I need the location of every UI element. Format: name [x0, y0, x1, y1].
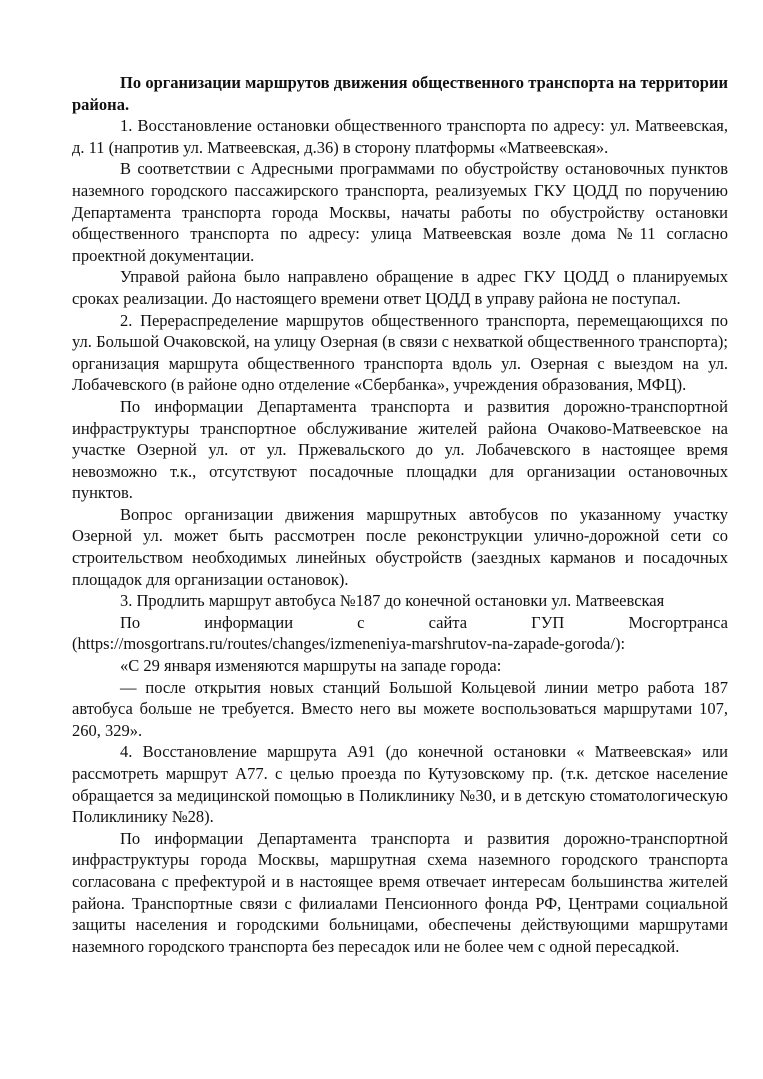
paragraph-item-1-status: Управой района было направлено обращение в адрес ГКУ ЦОДД о планируемых сроках реализации. До настоящего времени ответ ЦОДД в управу района не поступал.	[72, 267, 728, 308]
paragraph-item-2-response: По информации Департамента транспорта и развития дорожно-транспортной инфраструктуры транспортное обслуживание жителей района Очаково-Матвеевское на участке Озерной ул. от ул. Пржевальского до ул. Лобачевского в настоящее время невозможно т.к., отсутствуют посадочные площадки для организации остановочных пунктов.	[72, 396, 728, 503]
paragraph-item-1: 1. Восстановление остановки общественного транспорта по адресу: ул. Матвеевская, д. 11 (напротив ул. Матвеевская, д.36) в сторону платформы «Матвеевская».	[72, 116, 728, 157]
paragraph-item-3-quote-start: «С 29 января изменяются маршруты на западе города:	[120, 656, 502, 676]
section-heading: По организации маршрутов движения общественного транспорта на территории района.	[72, 73, 728, 114]
paragraph-item-3-source: По информации с сайта ГУП Мосгортранса (https://mosgortrans.ru/routes/changes/izmeneniya-marshrutov-na-zapade-goroda/):	[72, 612, 728, 654]
paragraph-item-3: 3. Продлить маршрут автобуса №187 до конечной остановки ул. Матвеевская	[120, 591, 665, 611]
document-page	[72, 72, 728, 957]
paragraph-item-2: 2. Перераспределение маршрутов общественного транспорта, перемещающихся по ул. Большой Очаковской, на улицу Озерная (в связи с нехваткой общественного транспорта); организация маршрута общественного транспорта вдоль ул. Озерная с выездом на ул. Лобачевского (в районе одно отделение «Сбербанка», учреждения образования, МФЦ).	[72, 310, 728, 395]
paragraph-item-3-quote-body: — после открытия новых станций Большой Кольцевой линии метро работа 187 автобуса больше не требуется. Вместо него вы можете воспользоваться маршрутами 107, 260, 329».	[72, 677, 728, 740]
paragraph-item-1-response: В соответствии с Адресными программами по обустройству остановочных пунктов наземного городского пассажирского транспорта, реализуемых ГКУ ЦОДД по поручению Департамента транспорта города Москвы, начаты работы по обустройству остановки общественного транспорта по адресу: улица Матвеевская возле дома №11 согласно проектной документации.	[72, 159, 728, 265]
paragraph-item-2-note: Вопрос организации движения маршрутных автобусов по указанному участку Озерной ул. может быть рассмотрен после реконструкции улично-дорожной сети со строительством необходимых линейных обустройств (заездных карманов и посадочных площадок для организации остановок).	[72, 504, 728, 589]
paragraph-item-4: 4. Восстановление маршрута А91 (до конечной остановки « Матвеевская» или рассмотреть маршрут А77. с целью проезда по Кутузовскому пр. (т.к. детское население обращается за медицинской помощью в Поликлинику №30, и в детскую стоматологическую Поликлинику №28).	[72, 742, 728, 827]
paragraph-item-4-response: По информации Департамента транспорта и развития дорожно-транспортной инфраструктуры города Москвы, маршрутная схема наземного городского транспорта согласована с префектурой и в настоящее время отвечает интересам большинства жителей района. Транспортные связи с филиалами Пенсионного фонда РФ, Центрами социальной защиты населения и городскими больницами, обеспечены действующими маршрутами наземного городского транспорта без пересадок или не более чем с одной пересадкой.	[72, 828, 728, 956]
